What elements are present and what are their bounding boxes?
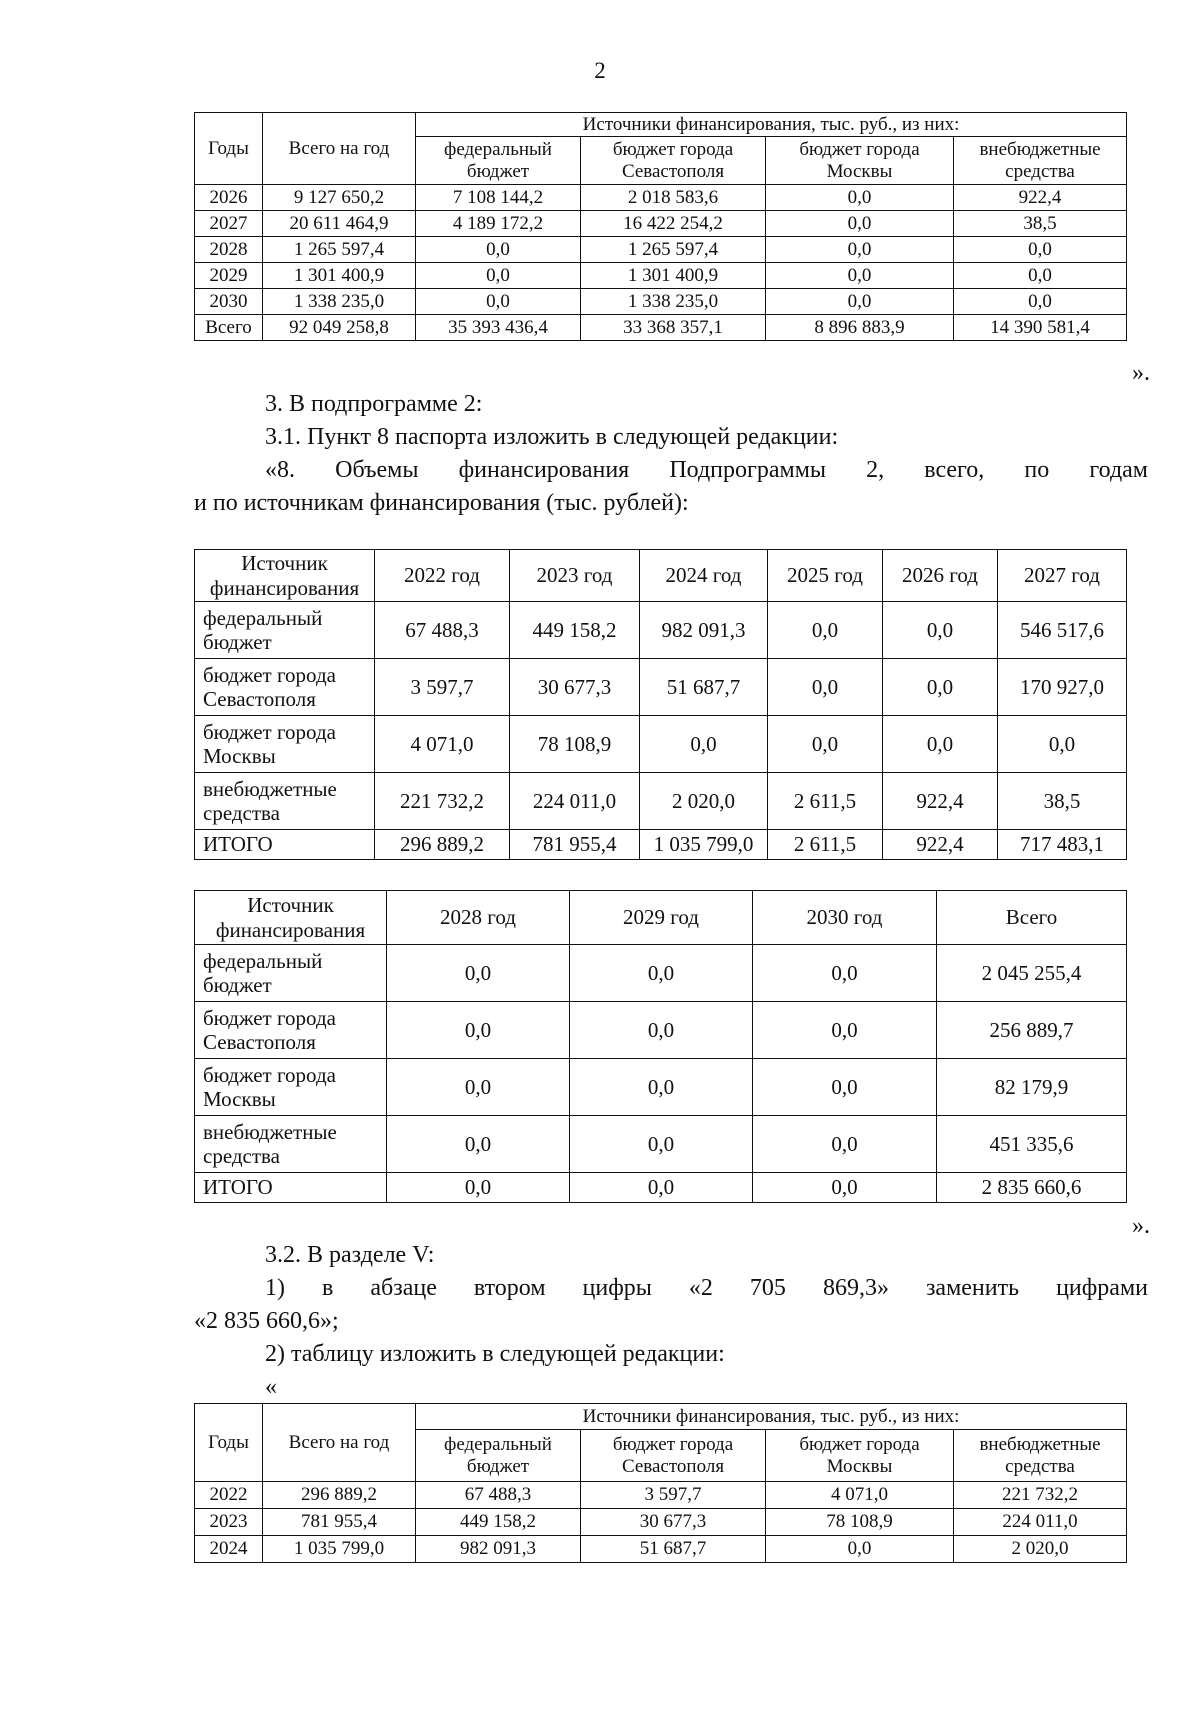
value-cell: 51 687,7 [581, 1536, 766, 1563]
value-cell: 449 158,2 [510, 602, 640, 659]
close-quote: ». [1132, 1213, 1150, 1239]
value-cell: 1 265 597,4 [581, 237, 766, 263]
value-cell: 78 108,9 [510, 716, 640, 773]
value-cell: 0,0 [998, 716, 1127, 773]
sources-group-header: Источники финансирования, тыс. руб., из них: [416, 1404, 1127, 1430]
value-cell: 4 071,0 [766, 1482, 954, 1509]
table-row [195, 716, 1127, 773]
sevastopol-header: бюджет города Севастополя [581, 137, 766, 185]
value-cell: 296 889,2 [263, 1482, 416, 1509]
row-label-cell: 2026 [195, 185, 263, 211]
value-cell: 0,0 [766, 237, 954, 263]
year-header: 2028 год [387, 891, 570, 945]
extrabudget-header: внебюджетные средства [954, 1430, 1127, 1482]
value-cell: 982 091,3 [640, 602, 768, 659]
value-cell: 67 488,3 [375, 602, 510, 659]
value-cell: 922,4 [883, 773, 998, 830]
years-header: Годы [195, 1404, 263, 1482]
value-cell: 0,0 [766, 1536, 954, 1563]
row-label-cell: бюджет города Москвы [195, 1059, 387, 1116]
value-cell: 451 335,6 [937, 1116, 1127, 1173]
value-cell: 2 835 660,6 [937, 1173, 1127, 1203]
value-cell: 1 035 799,0 [640, 830, 768, 860]
value-cell: 38,5 [954, 211, 1127, 237]
extrabudget-header: внебюджетные средства [954, 137, 1127, 185]
federal-header: федеральный бюджет [416, 137, 581, 185]
row-label-cell: 2030 [195, 289, 263, 315]
row-label-cell: 2027 [195, 211, 263, 237]
value-cell: 2 020,0 [954, 1536, 1127, 1563]
quote-paragraph-line1: «8. Объемы финансирования Подпрограммы 2, всего, по годам [265, 457, 1148, 483]
value-cell: 0,0 [570, 1173, 753, 1203]
total-header: Всего на год [263, 113, 416, 185]
value-cell: 0,0 [387, 1116, 570, 1173]
value-cell: 449 158,2 [416, 1509, 581, 1536]
table-row [195, 211, 1127, 237]
row-label-cell: 2024 [195, 1536, 263, 1563]
value-cell: 92 049 258,8 [263, 315, 416, 341]
table-row [195, 1116, 1127, 1173]
table1-body [195, 185, 1127, 341]
row-label-cell: внебюджетные средства [195, 773, 375, 830]
year-header: 2030 год [753, 891, 937, 945]
table-row [195, 1536, 1127, 1563]
value-cell: 0,0 [883, 659, 998, 716]
federal-header: федеральный бюджет [416, 1430, 581, 1482]
item-3-2-1-line2: «2 835 660,6»; [194, 1308, 339, 1334]
source-header: Источник финансирования [195, 891, 387, 945]
value-cell: 82 179,9 [937, 1059, 1127, 1116]
value-cell: 2 018 583,6 [581, 185, 766, 211]
value-cell: 1 301 400,9 [581, 263, 766, 289]
value-cell: 296 889,2 [375, 830, 510, 860]
row-label-cell: бюджет города Севастополя [195, 1002, 387, 1059]
row-label-cell: 2022 [195, 1482, 263, 1509]
table-row [195, 289, 1127, 315]
page-number: 2 [594, 58, 606, 83]
value-cell: 51 687,7 [640, 659, 768, 716]
value-cell: 20 611 464,9 [263, 211, 416, 237]
year-header: 2022 год [375, 550, 510, 602]
value-cell: 8 896 883,9 [766, 315, 954, 341]
value-cell: 0,0 [753, 1173, 937, 1203]
table-row [195, 1509, 1127, 1536]
value-cell: 922,4 [954, 185, 1127, 211]
row-label-cell: бюджет города Москвы [195, 716, 375, 773]
sources-2022-2027-table [194, 549, 1127, 860]
value-cell: 35 393 436,4 [416, 315, 581, 341]
value-cell: 221 732,2 [375, 773, 510, 830]
value-cell: 170 927,0 [998, 659, 1127, 716]
value-cell: 0,0 [570, 945, 753, 1002]
table-row [195, 263, 1127, 289]
row-label-cell: ИТОГО [195, 1173, 387, 1203]
sevastopol-header: бюджет города Севастополя [581, 1430, 766, 1482]
value-cell: 2 020,0 [640, 773, 768, 830]
value-cell: 982 091,3 [416, 1536, 581, 1563]
value-cell: 0,0 [768, 602, 883, 659]
row-label-cell: 2028 [195, 237, 263, 263]
value-cell: 0,0 [768, 716, 883, 773]
table-row [195, 185, 1127, 211]
value-cell: 0,0 [753, 945, 937, 1002]
value-cell: 0,0 [883, 602, 998, 659]
total-header: Всего на год [263, 1404, 416, 1482]
table-row [195, 830, 1127, 860]
item-3-1: 3.1. Пункт 8 паспорта изложить в следующей редакции: [265, 424, 839, 450]
value-cell: 1 265 597,4 [263, 237, 416, 263]
value-cell: 0,0 [416, 237, 581, 263]
year-header: 2023 год [510, 550, 640, 602]
value-cell: 1 338 235,0 [581, 289, 766, 315]
table-row [195, 1482, 1127, 1509]
value-cell: 0,0 [387, 1059, 570, 1116]
item-3-2-1-line1: 1) в абзаце втором цифры «2 705 869,3» заменить цифрами [265, 1275, 1148, 1301]
years-header: Годы [195, 113, 263, 185]
value-cell: 16 422 254,2 [581, 211, 766, 237]
item-3-2-2: 2) таблицу изложить в следующей редакции: [265, 1341, 725, 1367]
value-cell: 0,0 [640, 716, 768, 773]
value-cell: 781 955,4 [263, 1509, 416, 1536]
value-cell: 67 488,3 [416, 1482, 581, 1509]
total-header: Всего [937, 891, 1127, 945]
sources-2028-2030-table [194, 890, 1127, 1203]
value-cell: 1 301 400,9 [263, 263, 416, 289]
value-cell: 4 071,0 [375, 716, 510, 773]
value-cell: 4 189 172,2 [416, 211, 581, 237]
year-header: 2029 год [570, 891, 753, 945]
value-cell: 0,0 [387, 1173, 570, 1203]
value-cell: 0,0 [954, 263, 1127, 289]
value-cell: 0,0 [766, 289, 954, 315]
value-cell: 221 732,2 [954, 1482, 1127, 1509]
close-quote: ». [1132, 360, 1150, 386]
item-3-2: 3.2. В разделе V: [265, 1242, 435, 1268]
value-cell: 0,0 [766, 263, 954, 289]
value-cell: 717 483,1 [998, 830, 1127, 860]
table-row [195, 237, 1127, 263]
value-cell: 0,0 [768, 659, 883, 716]
sources-group-header: Источники финансирования, тыс. руб., из них: [416, 113, 1127, 137]
value-cell: 1 338 235,0 [263, 289, 416, 315]
row-label-cell: федеральный бюджет [195, 945, 387, 1002]
value-cell: 3 597,7 [375, 659, 510, 716]
year-header: 2024 год [640, 550, 768, 602]
row-label-cell: внебюджетные средства [195, 1116, 387, 1173]
year-header: 2026 год [883, 550, 998, 602]
value-cell: 0,0 [416, 289, 581, 315]
value-cell: 9 127 650,2 [263, 185, 416, 211]
value-cell: 224 011,0 [510, 773, 640, 830]
quote-paragraph-line2: и по источникам финансирования (тыс. рублей): [194, 490, 689, 516]
row-label-cell: ИТОГО [195, 830, 375, 860]
value-cell: 30 677,3 [581, 1509, 766, 1536]
value-cell: 0,0 [387, 945, 570, 1002]
row-label-cell: Всего [195, 315, 263, 341]
table-row [195, 773, 1127, 830]
financing-by-year-table-2022 [194, 1403, 1127, 1563]
table-row [195, 1059, 1127, 1116]
value-cell: 781 955,4 [510, 830, 640, 860]
value-cell: 1 035 799,0 [263, 1536, 416, 1563]
row-label-cell: 2023 [195, 1509, 263, 1536]
value-cell: 546 517,6 [998, 602, 1127, 659]
value-cell: 2 611,5 [768, 830, 883, 860]
table4-body [195, 1482, 1127, 1563]
value-cell: 0,0 [570, 1116, 753, 1173]
moscow-header: бюджет города Москвы [766, 1430, 954, 1482]
value-cell: 14 390 581,4 [954, 315, 1127, 341]
value-cell: 0,0 [766, 185, 954, 211]
value-cell: 0,0 [387, 1002, 570, 1059]
table-row [195, 602, 1127, 659]
value-cell: 0,0 [416, 263, 581, 289]
moscow-header: бюджет города Москвы [766, 137, 954, 185]
value-cell: 0,0 [954, 237, 1127, 263]
value-cell: 922,4 [883, 830, 998, 860]
source-header: Источник финансирования [195, 550, 375, 602]
value-cell: 0,0 [753, 1002, 937, 1059]
value-cell: 7 108 144,2 [416, 185, 581, 211]
year-header: 2025 год [768, 550, 883, 602]
open-quote: « [265, 1374, 277, 1400]
value-cell: 0,0 [753, 1116, 937, 1173]
section-heading: 3. В подпрограмме 2: [265, 391, 483, 417]
value-cell: 0,0 [954, 289, 1127, 315]
value-cell: 38,5 [998, 773, 1127, 830]
value-cell: 0,0 [766, 211, 954, 237]
value-cell: 2 611,5 [768, 773, 883, 830]
value-cell: 224 011,0 [954, 1509, 1127, 1536]
row-label-cell: 2029 [195, 263, 263, 289]
value-cell: 0,0 [753, 1059, 937, 1116]
table3-body [195, 945, 1127, 1203]
table-row [195, 659, 1127, 716]
financing-by-year-table [194, 112, 1127, 341]
row-label-cell: бюджет города Севастополя [195, 659, 375, 716]
row-label-cell: федеральный бюджет [195, 602, 375, 659]
value-cell: 256 889,7 [937, 1002, 1127, 1059]
year-header: 2027 год [998, 550, 1127, 602]
table-row [195, 315, 1127, 341]
table-row [195, 1002, 1127, 1059]
value-cell: 0,0 [570, 1059, 753, 1116]
value-cell: 78 108,9 [766, 1509, 954, 1536]
value-cell: 0,0 [883, 716, 998, 773]
value-cell: 0,0 [570, 1002, 753, 1059]
table-row [195, 945, 1127, 1002]
value-cell: 33 368 357,1 [581, 315, 766, 341]
value-cell: 30 677,3 [510, 659, 640, 716]
table2-body [195, 602, 1127, 860]
table-row [195, 1173, 1127, 1203]
value-cell: 3 597,7 [581, 1482, 766, 1509]
value-cell: 2 045 255,4 [937, 945, 1127, 1002]
